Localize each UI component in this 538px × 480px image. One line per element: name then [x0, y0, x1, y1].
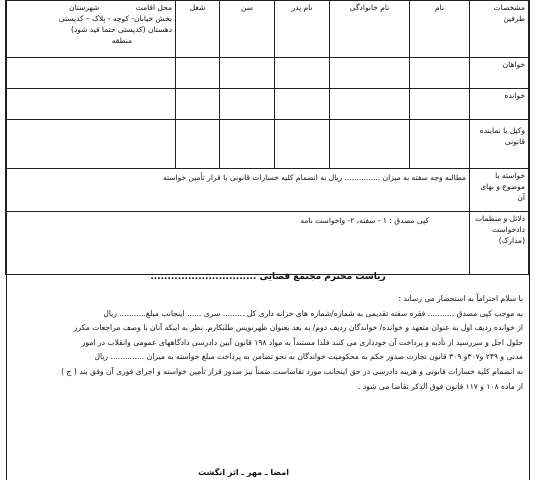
- defendant-father-cell[interactable]: [275, 89, 330, 120]
- defendant-age-cell[interactable]: [220, 89, 275, 120]
- header-address-city: شهرستان: [69, 3, 100, 12]
- header-father: نام پدر: [275, 1, 330, 58]
- defendant-job-cell[interactable]: [176, 89, 220, 120]
- lawyer-father-cell[interactable]: [275, 120, 330, 169]
- petition-form: [6, 0, 530, 480]
- plaintiff-address-cell[interactable]: [6, 58, 176, 89]
- addressee-title: ریاست محترم مجتمع قضایی ...............................: [150, 272, 386, 282]
- defendant-address-cell[interactable]: [6, 89, 176, 120]
- body-line-1: به موجب کپی مصدق ........... فقره سفته تقدیمی به شماره/شماره های خزانه داری کل ......... سری ...... اینجانب مبلغ........... ریال: [103, 308, 523, 318]
- body-line-3: حلول اجل و سررسید از تأدیه و پرداخت آن خودداری می کنند فلذا مستنداً به مواد ۱۹۸ قانون آیین دادرسی دادگاههای عمومی وانقلاب در امور: [81, 337, 523, 347]
- header-row: [6, 1, 529, 58]
- header-job: شغل: [176, 1, 220, 58]
- header-address-detail-region: منطقه: [111, 35, 132, 45]
- header-age: سن: [220, 1, 275, 58]
- defendant-family-cell[interactable]: [330, 89, 410, 120]
- header-address: [6, 1, 176, 58]
- evidence-value[interactable]: کپی مصدق : ۱ - سفته، ۲- واخواست نامه: [6, 212, 470, 275]
- parties-table: [5, 0, 529, 275]
- petition-body: [13, 292, 523, 394]
- lawyer-address-cell[interactable]: [6, 120, 176, 169]
- defendant-label: خوانده: [470, 89, 529, 120]
- header-address-detail-street: بخش خیابان- کوچه - پلاک – کدپستی: [58, 13, 172, 23]
- subject-label: خواسته یا موضوع و بهای آن: [470, 169, 529, 212]
- plaintiff-father-cell[interactable]: [275, 58, 330, 89]
- plaintiff-label: خواهان: [470, 58, 529, 89]
- lawyer-row: [6, 120, 529, 169]
- defendant-row: [6, 89, 529, 120]
- header-address-label: محل اقامت: [135, 3, 172, 12]
- lawyer-age-cell[interactable]: [220, 120, 275, 169]
- plaintiff-family-cell[interactable]: [330, 58, 410, 89]
- header-address-detail-village: دهستان (کدپستی حتما قید شود): [70, 24, 172, 34]
- header-family: نام خانوادگی: [330, 1, 410, 58]
- greeting: با سلام احتراماً به استحضار می رساند :: [398, 294, 523, 303]
- body-line-6: از ماده ۱۰۸ و ۱۱۷ قانون فوق الذکر تقاضا می شود .: [358, 381, 523, 391]
- lawyer-label: وکیل یا نماینده قانونی: [470, 120, 529, 169]
- subject-value[interactable]: مطالبه وجه سفته به میزان ............... ریال به انضمام کلیه خسارات قانونی با قرار تأمین خواسته: [6, 169, 470, 212]
- evidence-label: دلائل و منظمات دادخواست (مدارک): [470, 212, 529, 275]
- header-parties: مشخصات طرفین: [470, 1, 529, 58]
- evidence-row: [6, 212, 529, 275]
- plaintiff-row: [6, 58, 529, 89]
- plaintiff-name-cell[interactable]: [410, 58, 470, 89]
- plaintiff-age-cell[interactable]: [220, 58, 275, 89]
- body-line-4: مدنی و ۲۴۹ و۳۰۷و ۳۰۹ قانون تجارت صدور حکم به محکومیت خواندگان به نحو تضامن به پرداخت مبلغ خواسته به میزان .............. ریال: [94, 352, 523, 362]
- plaintiff-job-cell[interactable]: [176, 58, 220, 89]
- defendant-name-cell[interactable]: [410, 89, 470, 120]
- header-name: نام: [410, 1, 470, 58]
- lawyer-family-cell[interactable]: [330, 120, 410, 169]
- signature-line: امضا ـ مهر ـ اثر انگشت: [198, 468, 289, 477]
- subject-row: [6, 169, 529, 212]
- body-line-2: از خوانده ردیف اول به عنوان متعهد و خوانده/ خواندگان ردیف دوم/ به بعد بعنوان ظهرنویس طلبکارم. نظر به اینکه آنان با وصف مراجعات مکرر: [73, 323, 523, 333]
- body-line-5: به انضمام کلیه خسارات قانونی و هزینه دادرسی در حق اینجانب مورد تقاضاست.ضمناً نیز صدور قرار تأمین خواسته و اجرای فوری آن وفق بند ( ج ): [61, 366, 523, 376]
- lawyer-name-cell[interactable]: [410, 120, 470, 169]
- lawyer-job-cell[interactable]: [176, 120, 220, 169]
